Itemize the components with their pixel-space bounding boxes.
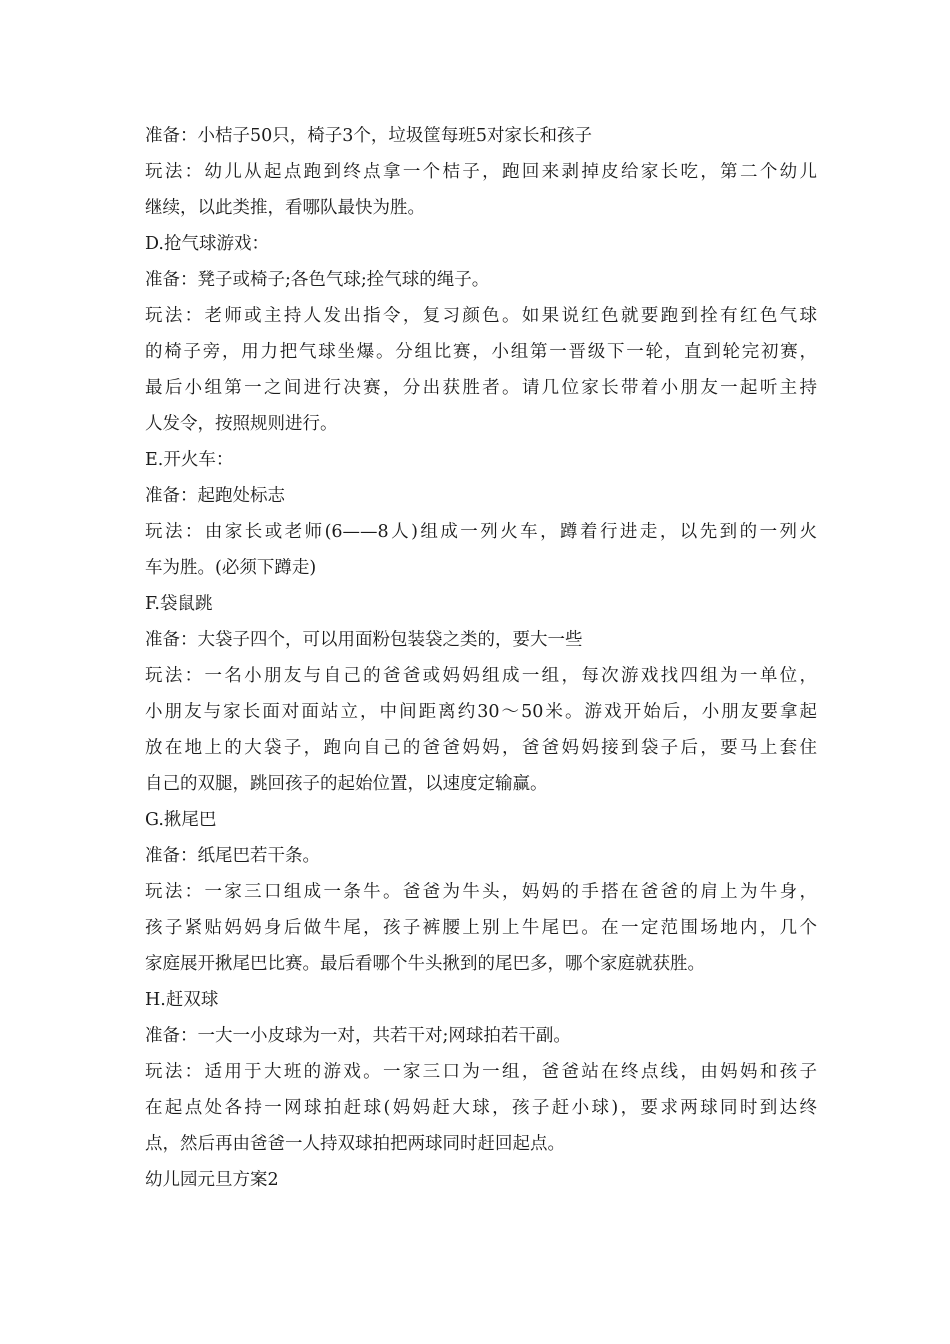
text-line: 准备：起跑处标志 — [145, 486, 285, 506]
text-line: 玩法：幼儿从起点跑到终点拿一个桔子，跑回来剥掉皮给家长吃，第二个幼儿 — [145, 162, 817, 182]
text-line: 自己的双腿，跳回孩子的起始位置，以速度定输赢。 — [145, 774, 548, 794]
text-line: 点，然后再由爸爸一人持双球拍把两球同时赶回起点。 — [145, 1134, 565, 1154]
text-line: F.袋鼠跳 — [145, 594, 213, 614]
text-line: 小朋友与家长面对面站立，中间距离约30～50米。游戏开始后，小朋友要拿起 — [145, 702, 817, 722]
text-line: 最后小组第一之间进行决赛，分出获胜者。请几位家长带着小朋友一起听主持 — [145, 378, 817, 398]
text-line: H.赶双球 — [145, 990, 219, 1010]
text-line: 准备：纸尾巴若干条。 — [145, 846, 320, 866]
text-line: 放在地上的大袋子，跑向自己的爸爸妈妈，爸爸妈妈接到袋子后，要马上套住 — [145, 738, 817, 758]
text-line: 准备：小桔子50只，椅子3个，垃圾筐每班5对家长和孩子 — [145, 126, 593, 146]
text-line: 玩法：由家长或老师(6——8人)组成一列火车，蹲着行进走，以先到的一列火 — [145, 522, 817, 542]
text-line: 玩法：老师或主持人发出指令，复习颜色。如果说红色就要跑到拴有红色气球 — [145, 306, 817, 326]
document-body — [145, 118, 817, 1198]
text-line: 人发令，按照规则进行。 — [145, 414, 338, 434]
text-line: 准备：凳子或椅子;各色气球;拴气球的绳子。 — [145, 270, 490, 290]
text-line: 继续，以此类推，看哪队最快为胜。 — [145, 198, 425, 218]
text-line: 车为胜。(必须下蹲走) — [145, 558, 317, 578]
text-line: 的椅子旁，用力把气球坐爆。分组比赛，小组第一晋级下一轮，直到轮完初赛， — [145, 342, 817, 362]
text-line: G.揪尾巴 — [145, 810, 217, 830]
text-line: 玩法：一家三口组成一条牛。爸爸为牛头，妈妈的手搭在爸爸的肩上为牛身， — [145, 882, 817, 902]
text-line: 准备：一大一小皮球为一对，共若干对;网球拍若干副。 — [145, 1026, 571, 1046]
text-line: 在起点处各持一网球拍赶球(妈妈赶大球，孩子赶小球)，要求两球同时到达终 — [145, 1098, 817, 1118]
text-line: D.抢气球游戏： — [145, 234, 269, 254]
text-line: 幼儿园元旦方案2 — [145, 1170, 279, 1190]
text-line: 玩法：适用于大班的游戏。一家三口为一组，爸爸站在终点线，由妈妈和孩子 — [145, 1062, 817, 1082]
text-line: 孩子紧贴妈妈身后做牛尾，孩子裤腰上别上牛尾巴。在一定范围场地内，几个 — [145, 918, 817, 938]
text-line: 家庭展开揪尾巴比赛。最后看哪个牛头揪到的尾巴多，哪个家庭就获胜。 — [145, 954, 705, 974]
text-line: 玩法：一名小朋友与自己的爸爸或妈妈组成一组，每次游戏找四组为一单位， — [145, 666, 817, 686]
text-line: E.开火车： — [145, 450, 234, 470]
text-line: 准备：大袋子四个，可以用面粉包装袋之类的，要大一些 — [145, 630, 583, 650]
